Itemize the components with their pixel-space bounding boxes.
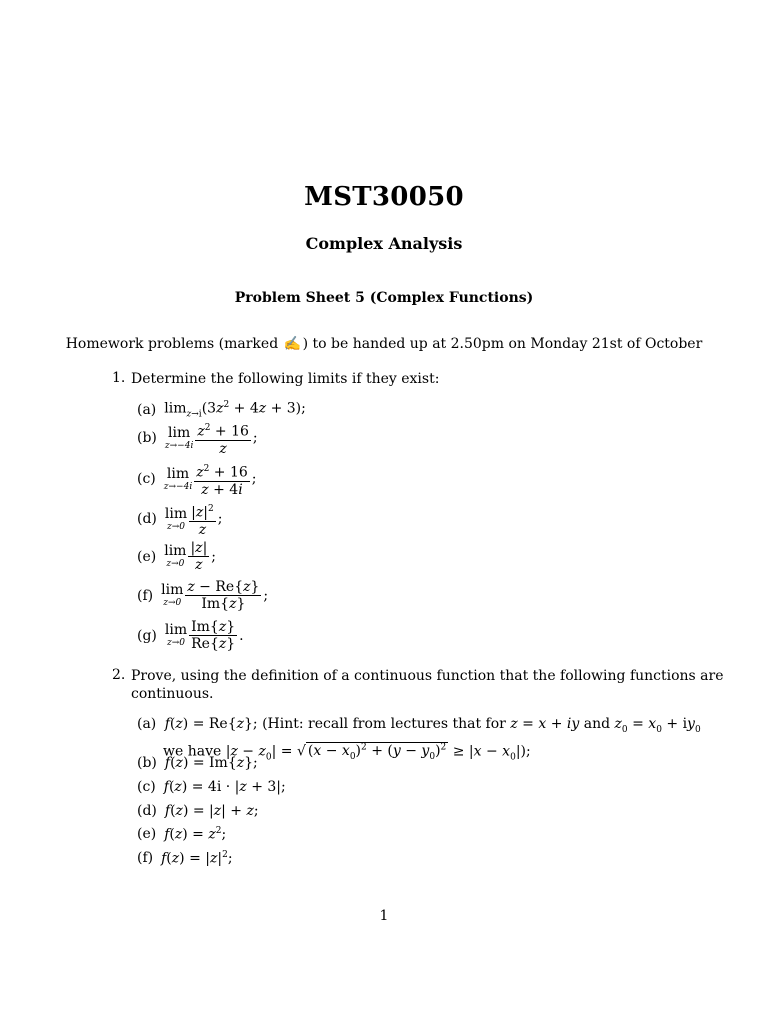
q1-part-a-label: (a) xyxy=(137,401,157,418)
course-code: MST30050 xyxy=(304,182,464,212)
q2-part-b-label: (b) xyxy=(137,755,157,771)
q1-part-d xyxy=(137,501,222,538)
q2-part-a-expression: f(z) = Re{z}; (Hint: recall from lectures that for z = x + iy and $z_0 = x_0 + iy_0$ xyxy=(164,716,701,735)
q1-part-g-expression: lim z→0 $\frac{Im\{z\}}{Re\{z\}}$ . xyxy=(164,619,244,652)
q2-part-e xyxy=(137,826,226,843)
q1-part-f-expression: lim z→0 $\frac{z - Re\{z\}}{Im\{z\}}$ ; xyxy=(161,579,269,612)
q2-part-e-label: (e) xyxy=(137,826,157,843)
q2-part-a-hint-line2: we have $|z - z_0|$ = √ $(x - x_0)^2 + (y - y_0)^2 \ge |x - x_0|$); xyxy=(137,739,701,766)
q2-part-f-label: (f) xyxy=(137,850,154,867)
q1-part-c-label: (c) xyxy=(137,471,156,488)
question-2-text-line1: Prove, using the definition of a continuous function that the following functions are xyxy=(131,668,724,684)
q1-part-e xyxy=(137,540,216,573)
q2-part-a-label: (a) xyxy=(137,716,157,732)
homework-note-suffix: ) to be handed up at 2.50pm on Monday 21st of October xyxy=(302,336,703,352)
q1-part-b-label: (b) xyxy=(137,430,157,447)
q2-part-f-expression: $f(z) = |z|^2$; xyxy=(161,850,233,867)
q1-part-g xyxy=(137,619,244,652)
q2-part-c-expression: f(z) = 4i · |z + 3|; xyxy=(163,779,286,795)
q1-part-f xyxy=(137,579,268,612)
question-2-text-line2: continuous. xyxy=(131,686,214,702)
question-1-text: Determine the following limits if they exist: xyxy=(131,371,440,387)
q1-part-a-expression: $\lim_{z\to i}(3z^2 + 4z + 3)$; xyxy=(164,400,306,420)
square-root-expression: √ $(x - x_0)^2 + (y - y_0)^2$ xyxy=(296,742,447,763)
question-2-text xyxy=(131,667,724,703)
question-1-number: 1. xyxy=(112,370,126,386)
q2-part-e-expression: $f(z) = z^2$; xyxy=(164,826,227,843)
q1-part-e-expression: lim z→0 $\frac{|z|}{z}$ ; xyxy=(164,540,216,573)
q1-part-c-expression: lim z→−4i $\frac{z^2 + 16}{z + 4i}$ ; xyxy=(163,464,257,498)
writing-hand-icon: ✍ xyxy=(283,336,302,352)
page-number: 1 xyxy=(379,908,389,924)
q1-part-a xyxy=(137,400,306,419)
q2-part-b xyxy=(137,755,258,771)
q2-part-b-expression: f(z) = Im{z}; xyxy=(164,755,258,771)
homework-note-prefix: Homework problems (marked xyxy=(65,336,283,352)
q2-part-c xyxy=(137,779,286,795)
q1-part-g-label: (g) xyxy=(137,627,157,644)
q1-part-d-expression: lim z→0 $\frac{|z|^2}{z}$ ; xyxy=(164,504,223,538)
sheet-title: Problem Sheet 5 (Complex Functions) xyxy=(234,290,534,306)
q1-part-b-expression: lim z→−4i $\frac{z^2 + 16}{z}$ ; xyxy=(164,423,258,457)
question-2-number: 2. xyxy=(112,667,126,683)
homework-note xyxy=(0,336,768,352)
q1-part-c xyxy=(137,461,257,498)
course-title: Complex Analysis xyxy=(305,234,463,253)
q1-part-e-label: (e) xyxy=(137,548,157,565)
q1-part-f-label: (f) xyxy=(137,587,154,604)
q2-part-d-label: (d) xyxy=(137,803,157,819)
q2-hint-prefix: (Hint: recall from lectures that for xyxy=(262,716,506,732)
q2-part-c-label: (c) xyxy=(137,779,156,795)
q1-part-b xyxy=(137,420,258,457)
q1-part-d-label: (d) xyxy=(137,511,157,528)
q2-part-f xyxy=(137,850,233,867)
q2-hint-we-have: we have xyxy=(163,743,222,760)
q2-part-d-expression: f(z) = |z| + z; xyxy=(164,803,259,819)
q2-hint-and: and xyxy=(583,716,611,732)
q2-part-d xyxy=(137,803,259,819)
